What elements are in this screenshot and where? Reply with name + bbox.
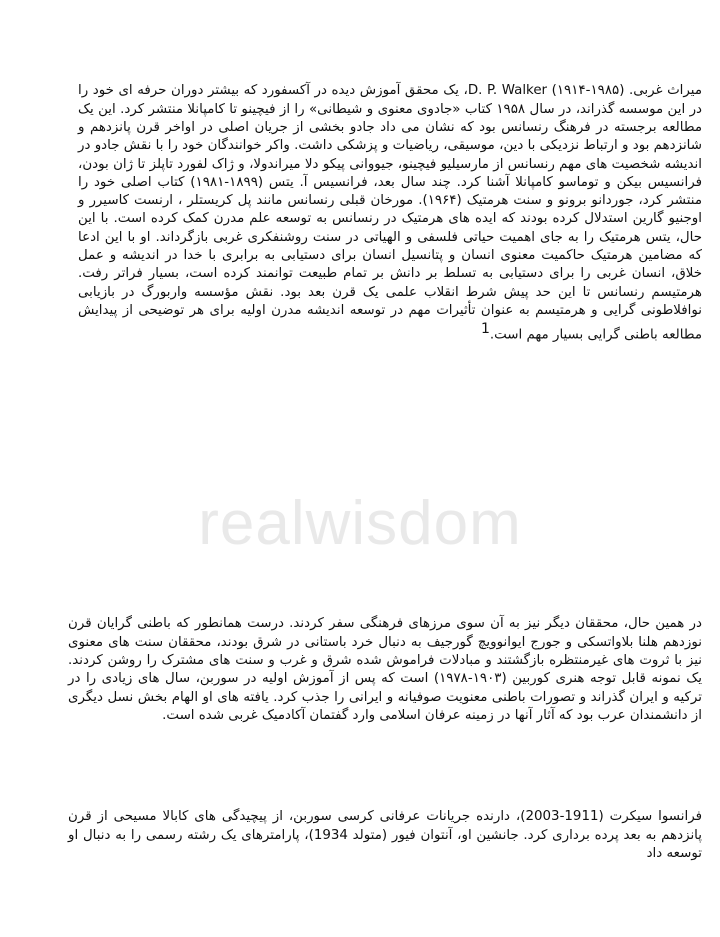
paragraph-walker-yates [78, 82, 702, 345]
paragraph-secret-faivre: فرانسوا سیکرت (1911-2003)، دارنده جریانات عرفانی کرسی سوربن، از پیچیدگی های کابالا مسیحی از قرن پانزدهم به بعد پرده برداری کرد. جانشین او، آنتوان فیور (متولد 1934)، پارامترهای یک رشته رسمی را به دنبال او توسعه داد [68, 809, 702, 861]
paragraph-corbin: در همین حال، محققان دیگر نیز به آن سوی مرزهای فرهنگی سفر کردند. درست همانطور که باطنی گرایان قرن نوزدهم هلنا بلاواتسکی و جورج ایوانوویچ گورجیف به دنبال خرد باستانی در شرق بودند، محققان سنت های معنوی نیز با ثروت های غیرمنتظره بازگشتند و مبادلات فراموش شده شرق و غرب و سنت های مشترک را روشن کردند. یک نمونه قابل توجه هنری کوربین (۱۹۰۳-۱۹۷۸) است که پس از آموزش اولیه در سوربن، سال های زیادی را در ترکیه و ایران گذراند و تصورات باطنی معنویت صوفیانه و ایرانی را جذب کرد. یافته های او الهام بخش نسل دیگری از دانشمندان عرب بود که آثار آنها در زمینه عرفان اسلامی وارد گفتمان آکادمیک غربی شده است. [68, 616, 702, 723]
paragraph-text: میراث غربی. D. P. Walker (۱۹۱۴-۱۹۸۵)، یک محقق آموزش دیده در آکسفورد که بیشتر دوران حرفه ای خود را در این موسسه گذراند، در سال ۱۹۵۸ کتاب «جادوی معنوی و شیطانی» را از فیچینو تا کامپانلا منتشر کرد. این یک مطالعه برجسته در فرهنگ رنسانس بود که نشان می داد جادو بخشی از جریان اصلی در اواخر قرن پانزدهم و شانزدهم بود و ارتباط نزدیکی با دین، موسیقی، ریاضیات و پزشکی داشت. واکر خوانندگان خود را با نقش جادو در اندیشه شخصیت های مهم رنسانس از مارسیلیو فیچینو، جیووانی پیکو دلا میراندولا، و ژاک لفورد تاپلز تا ژان بودن، فرانسیس بیکن و توماسو کامپانلا آشنا کرد. چند سال بعد، فرانسیس آ. یتس (۱۸۹۹-۱۹۸۱) کتاب اصلی خود را منتشر کرد، جوردانو برونو و سنت هرمتیک (۱۹۶۴). مورخان قبلی رنسانس مانند پل کریستلر ، ارنست کاسیرر و اوجنیو گارین استدلال کرده بودند که ایده های هرمتیک در رنسانس به توسعه علم مدرن کمک کرده است. با این حال، یتس هرمتیک را به جای اهمیت حیاتی فلسفی و الهیاتی در سنت روشنفکری غربی بازگرداند. او با این ادعا که مضامین هرمتیک حاکمیت معنوی انسان و پتانسیل انسان برای دستیابی به برابری با خدا در اندیشه و عمل خلاق، انسان غربی را برای دستیابی به تسلط بر دانش بر تمام طبیعت توانمند کرده است، بسیار فراتر رفت. هرمتیسم رنسانس تا این حد پیش شرط انقلاب علمی یک قرن بعد بود. نقش مؤسسه واربورگ در بازیابی نوافلاطونی گرایی و هرمتیسم به عنوان تأثیرات مهم در توسعه اندیشه مدرن اولیه برای هر توضیحی از پیدایش مطالعه باطنی گرایی بسیار مهم است. [78, 83, 703, 343]
watermark: realwisdom [198, 489, 522, 558]
footnote-marker[interactable]: 1 [480, 321, 490, 338]
